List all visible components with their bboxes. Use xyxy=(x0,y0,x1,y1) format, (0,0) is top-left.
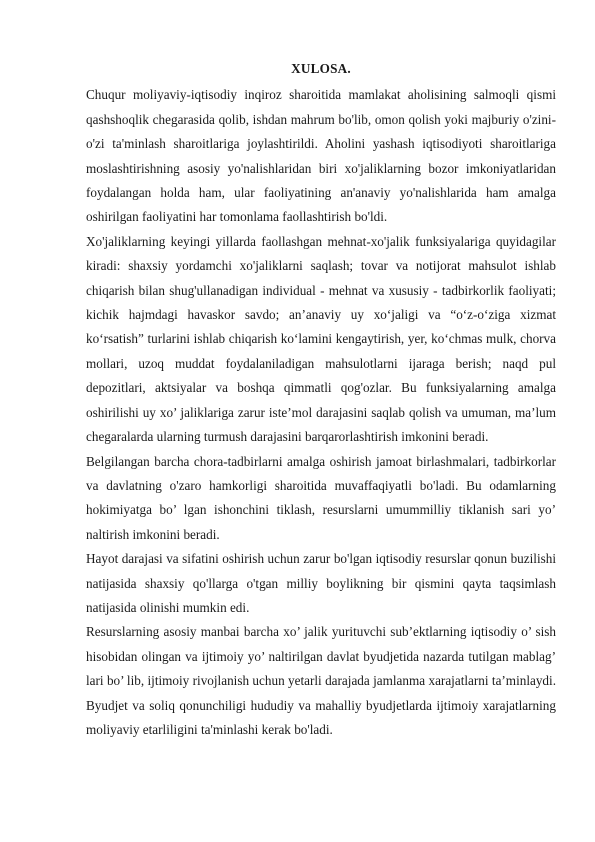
paragraph-2: Xo'jaliklarning keyingi yillarda faollashgan mehnat-xo'jalik funksiyalariga quyidagilar kiradi: shaxsiy yordamchi xo'jaliklarni saqlash; tovar va notijorat mahsulot ishlab chiqarish bilan shug'ullanadigan individual - mehnat va xususiy - tadbirkorlik faoliyati; kichik hajmdagi havaskor savdo; an’anaviy uy xo‘jaligi va “o‘z-o‘ziga xizmat ko‘rsatish” turlarini ishlab chiqarish ko‘lamini kengaytirish, yer, ko‘chmas mulk, chorva mollari, uzoq muddat foydalaniladigan mahsulotlarni ijaraga berish; naqd pul depozitlari, aktsiyalar va boshqa qimmatli qog'ozlar. Bu funksiyalarning amalga oshirilishi uy xo’ jaliklariga zarur iste’mol darajasini saqlab qolish va umuman, ma’lum chegaralarda ularning turmush darajasini barqarorlashtirish imkonini beradi. xyxy=(86,233,556,445)
paragraph-3: Belgilangan barcha chora-tadbirlarni amalga oshirish jamoat birlashmalari, tadbirkorlar va davlatning o'zaro hamkorligi sharoitida muvaffaqiyatli bo'ladi. Bu odamlarning hokimiyatga bo’ lgan ishonchini tiklash, resurslarni umummilliy tiklanish sari yo’ naltirish imkonini beradi. xyxy=(86,453,556,542)
paragraph-1: Chuqur moliyaviy-iqtisodiy inqiroz sharoitida mamlakat aholisining salmoqli qismi qashshoqlik chegarasida qolib, ishdan mahrum bo'lib, omon qolish yoki majburiy o'zini-o'zi ta'minlash sharoitlariga joylashtirildi. Aholini yashash iqtisodiyoti sharoitlariga moslashtirishning asosiy yo'nalishlaridan biri xo'jaliklarning bozor imkoniyatlaridan foydalangan holda ham, ular faoliyatining an'anaviy yo'nalishlarida ham amalga oshirilgan faoliyatini har tomonlama faollashtirish bo'ldi. xyxy=(86,87,556,225)
paragraph-5: Resurslarning asosiy manbai barcha xo’ jalik yurituvchi sub’ektlarning iqtisodiy o’ sish hisobidan olingan va ijtimoiy yo’ naltirilgan davlat byudjetida nazarda tutilgan mablag’ lari bo’ lib, ijtimoiy rivojlanish uchun yetarli darajada jamlanma xarajatlarni ta’minlaydi. Byudjet va soliq qonunchiligi hududiy va mahalliy byudjetlarda ijtimoiy xarajatlarning moliyaviy etarliligini ta'minlashi kerak bo'ladi. xyxy=(86,624,556,737)
page-title: XULOSA. xyxy=(291,61,351,76)
paragraph-4: Hayot darajasi va sifatini oshirish uchun zarur bo'lgan iqtisodiy resurslar qonun buzilishi natijasida shaxsiy qo'llarga o'tgan milliy boylikning bir qismini qayta taqsimlash natijasida olinishi mumkin edi. xyxy=(86,551,556,615)
document-page xyxy=(86,57,556,742)
